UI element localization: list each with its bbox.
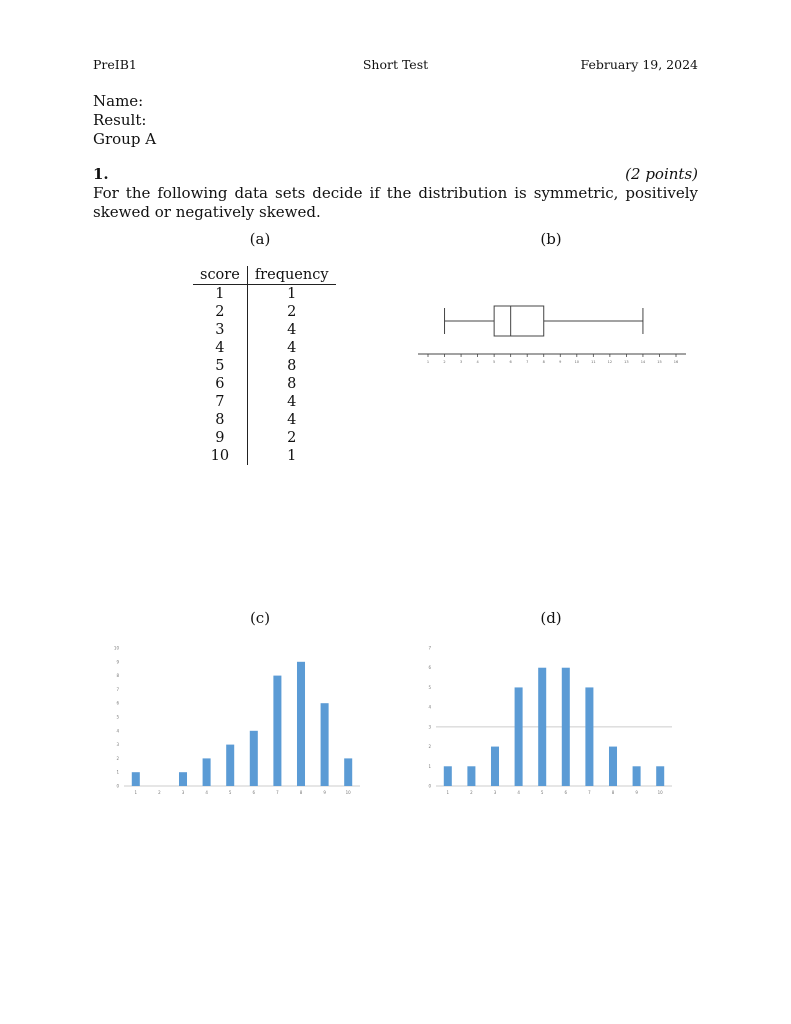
tick-label: 12 [607,360,613,364]
tick-label: 9 [559,360,562,364]
x-tick-label: 5 [228,790,232,795]
bar [538,668,546,786]
table-header-score: score [193,266,247,285]
score-cell: 9 [193,429,247,447]
tick-label: 5 [493,360,496,364]
header-course: PreIB1 [93,57,137,72]
table-body [193,285,336,466]
table-row [193,357,336,375]
table-row [193,393,336,411]
y-tick-label: 6 [116,700,119,706]
x-tick-label: 2 [470,790,473,795]
bar [585,687,593,786]
frequency-cell: 4 [287,340,297,356]
score-cell: 7 [193,393,247,411]
table-row [193,285,336,304]
frequency-cell: 4 [287,322,297,338]
y-tick-label: 3 [116,742,119,748]
x-tick-label: 3 [493,790,497,795]
x-tick-label: 4 [517,790,520,795]
group-label: Group A [93,130,157,148]
bar-chart-d [420,642,682,800]
score-cell: 2 [193,303,247,321]
frequency-cell: 1 [287,448,297,464]
y-tick-label: 4 [428,704,431,710]
tick-label: 16 [673,360,679,364]
name-label: Name: [93,92,144,110]
bar [273,676,281,786]
tick-label: 10 [574,360,580,364]
bar [344,758,352,786]
part-d-label: (d) [540,609,562,627]
frequency-cell: 1 [287,286,297,302]
x-tick-label: 9 [323,790,326,795]
bar [467,766,475,786]
y-tick-label: 0 [116,783,119,789]
bar-chart-c [108,642,370,800]
bar [203,758,211,786]
score-cell: 10 [193,447,247,465]
y-tick-label: 8 [116,673,119,679]
tick-label: 4 [476,360,479,364]
bar [250,731,258,786]
frequency-table [193,266,336,465]
y-tick-label: 2 [116,755,119,761]
question-number: 1. [93,165,109,183]
score-cell: 1 [193,285,247,304]
y-tick-label: 2 [428,744,431,750]
bar [491,747,499,786]
tick-label: 1 [426,360,430,364]
frequency-cell: 8 [287,376,297,392]
x-tick-label: 3 [181,790,185,795]
tick-label: 11 [591,360,596,364]
score-cell: 8 [193,411,247,429]
bar [515,687,523,786]
tick-label: 2 [443,360,446,364]
header-title: Short Test [362,57,429,72]
y-tick-label: 7 [428,645,431,651]
x-tick-label: 1 [446,790,450,795]
x-tick-label: 1 [134,790,138,795]
x-tick-label: 10 [345,790,351,795]
question-points: (2 points) [625,165,698,183]
part-a-label: (a) [249,230,271,248]
bar [656,766,664,786]
table-row [193,411,336,429]
y-tick-label: 5 [116,714,119,720]
x-tick-label: 6 [252,790,256,795]
tick-label: 3 [459,360,463,364]
y-tick-label: 0 [428,783,431,789]
box-iqr [494,306,544,336]
x-tick-label: 10 [657,790,663,795]
bar [609,747,617,786]
x-tick-label: 5 [540,790,544,795]
score-cell: 3 [193,321,247,339]
frequency-table-container [193,266,336,465]
x-tick-label: 4 [205,790,208,795]
box-plot-b [418,292,686,372]
x-tick-label: 7 [276,790,279,795]
y-tick-label: 3 [428,724,431,730]
x-tick-label: 8 [299,790,303,795]
bar [132,772,140,786]
bar [297,662,305,786]
y-tick-label: 6 [428,665,431,671]
tick-label: 6 [509,360,512,364]
tick-label: 13 [624,360,629,364]
bar [179,772,187,786]
table-row [193,375,336,393]
tick-label: 14 [640,360,646,364]
bar [444,766,452,786]
y-tick-label: 7 [116,686,119,692]
part-c-label: (c) [249,609,271,627]
y-tick-label: 10 [113,645,119,651]
y-tick-label: 9 [116,659,119,665]
score-cell: 6 [193,375,247,393]
y-tick-label: 1 [428,763,431,769]
y-tick-label: 4 [116,728,119,734]
y-tick-label: 1 [116,769,119,775]
bar [226,745,234,786]
score-cell: 5 [193,357,247,375]
table-header-frequency: frequency [247,266,335,285]
tick-label: 8 [542,360,545,364]
frequency-cell: 8 [287,358,297,374]
frequency-cell: 2 [287,430,297,446]
x-tick-label: 6 [564,790,568,795]
bar [633,766,641,786]
table-row [193,429,336,447]
tick-label: 7 [526,360,529,364]
part-b-label: (b) [540,230,562,248]
table-row [193,303,336,321]
table-row [193,321,336,339]
table-row [193,447,336,465]
question-text: For the following data sets decide if the distribution is symmetric, positively skewed or negatively skewed. [93,184,698,221]
result-label: Result: [93,111,147,129]
score-cell: 4 [193,339,247,357]
x-tick-label: 8 [611,790,615,795]
bar [562,668,570,786]
tick-label: 15 [657,360,662,364]
header-date: February 19, 2024 [580,57,698,72]
frequency-cell: 4 [287,412,297,428]
bar [321,703,329,786]
x-tick-label: 9 [635,790,638,795]
frequency-cell: 4 [287,394,297,410]
y-tick-label: 5 [428,684,431,690]
x-tick-label: 2 [158,790,161,795]
frequency-cell: 2 [287,304,297,320]
x-tick-label: 7 [588,790,591,795]
table-row [193,339,336,357]
